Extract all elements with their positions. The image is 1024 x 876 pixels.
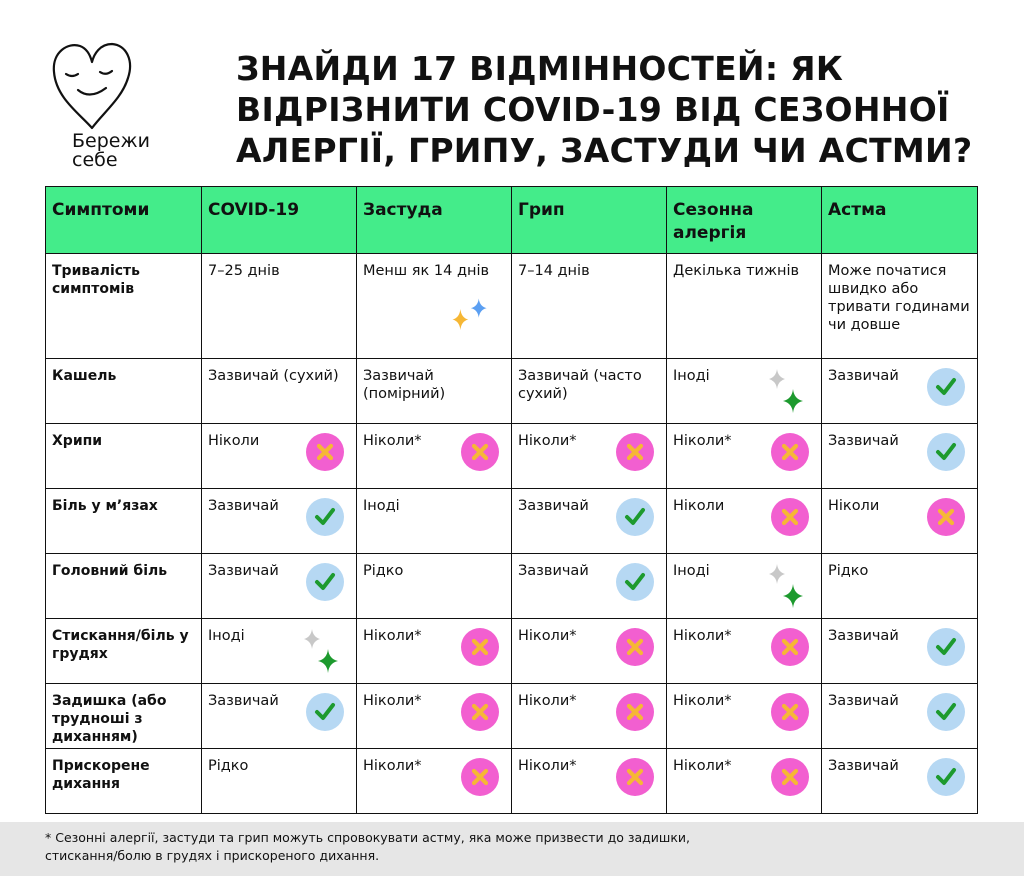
table-cell	[202, 554, 357, 619]
page-title: ЗНАЙДИ 17 ВІДМІННОСТЕЙ: ЯК ВІДРІЗНИТИ COVID-19 ВІД СЕЗОННОЇ АЛЕРГІЇ, ГРИПУ, ЗАСТУДИ ЧИ АСТМИ?	[236, 49, 973, 170]
never-badge	[771, 693, 809, 731]
usually-badge	[927, 628, 965, 666]
table-cell	[822, 489, 978, 554]
table-cell	[822, 684, 978, 749]
cell-text: Ніколи*	[363, 433, 422, 449]
symptom-label: Головний біль	[52, 563, 168, 579]
symptom-label: Стискання/біль у грудях	[52, 628, 189, 662]
table-cell	[357, 554, 512, 619]
table-cell	[512, 684, 667, 749]
header-label: Симптоми	[52, 200, 150, 220]
cross-icon	[780, 702, 800, 722]
table-cell	[202, 424, 357, 489]
symptoms-table	[45, 186, 978, 814]
table-row	[46, 254, 978, 359]
usually-badge	[306, 693, 344, 731]
header-label: Застуда	[363, 200, 443, 220]
cell-text: Рідко	[208, 758, 249, 774]
cross-icon	[625, 637, 645, 657]
table-cell	[667, 489, 822, 554]
cell-text: Ніколи*	[518, 433, 577, 449]
cross-icon	[936, 507, 956, 527]
never-badge	[616, 628, 654, 666]
cell-text: 7–25 днів	[208, 263, 280, 279]
cross-icon	[470, 767, 490, 787]
cell-text: Зазвичай	[208, 693, 279, 709]
cell-text: Може початися швидко або тривати годинами чи довше	[828, 263, 970, 333]
cell-text: Ніколи*	[518, 758, 577, 774]
never-badge	[771, 433, 809, 471]
check-icon	[935, 767, 957, 787]
cell-text: Іноді	[673, 368, 710, 384]
check-icon	[314, 702, 336, 722]
cell-text: Рідко	[363, 563, 404, 579]
cell-text: Іноді	[673, 563, 710, 579]
table-cell	[512, 254, 667, 359]
usually-badge	[927, 693, 965, 731]
table-cell	[667, 359, 822, 424]
cell-text: Декілька тижнів	[673, 263, 800, 279]
never-badge	[771, 498, 809, 536]
cell-text: Зазвичай	[828, 368, 899, 384]
table-row	[46, 749, 978, 814]
never-badge	[461, 693, 499, 731]
symptom-cell	[46, 749, 202, 814]
cell-text: Зазвичай	[828, 693, 899, 709]
cell-text: 7–14 днів	[518, 263, 590, 279]
never-badge	[306, 433, 344, 471]
symptom-label: Кашель	[52, 368, 117, 384]
table-cell	[512, 554, 667, 619]
table-cell	[667, 619, 822, 684]
header-cell	[46, 187, 202, 254]
cross-icon	[625, 702, 645, 722]
cell-text: Зазвичай	[208, 563, 279, 579]
table-row	[46, 554, 978, 619]
cell-text: Зазвичай (помірний)	[363, 368, 446, 402]
table-cell	[822, 424, 978, 489]
header-cell	[822, 187, 978, 254]
smiling-heart-icon	[50, 40, 134, 132]
cross-icon	[315, 442, 335, 462]
table-cell	[202, 359, 357, 424]
header-label: Сезонна алергія	[673, 200, 754, 243]
cross-icon	[470, 702, 490, 722]
check-icon	[624, 507, 646, 527]
cell-text: Ніколи	[208, 433, 260, 449]
cell-text: Ніколи*	[363, 758, 422, 774]
table-cell	[512, 749, 667, 814]
logo-text	[72, 132, 150, 170]
check-icon	[935, 377, 957, 397]
usually-badge	[306, 498, 344, 536]
table-row	[46, 359, 978, 424]
table-cell	[822, 359, 978, 424]
table-row	[46, 684, 978, 749]
table-header-row	[46, 187, 978, 254]
cell-text: Зазвичай	[828, 628, 899, 644]
never-badge	[771, 628, 809, 666]
symptom-cell	[46, 489, 202, 554]
table-cell	[512, 359, 667, 424]
check-icon	[935, 442, 957, 462]
cell-text: Ніколи	[673, 498, 725, 514]
check-icon	[624, 572, 646, 592]
symptom-cell	[46, 424, 202, 489]
never-badge	[616, 758, 654, 796]
cell-text: Ніколи	[828, 498, 880, 514]
cell-text: Менш як 14 днів	[363, 263, 490, 279]
cell-text: Зазвичай	[518, 563, 589, 579]
cell-text: Зазвичай	[828, 758, 899, 774]
table-cell	[357, 489, 512, 554]
cell-text: Ніколи*	[518, 628, 577, 644]
cross-icon	[780, 507, 800, 527]
logo	[44, 40, 174, 176]
logo-line2: себе	[72, 149, 118, 171]
cross-icon	[625, 442, 645, 462]
symptom-cell	[46, 619, 202, 684]
sometimes-icon	[300, 627, 342, 675]
table-cell	[667, 554, 822, 619]
table-cell	[202, 749, 357, 814]
symptom-label: Тривалість симптомів	[52, 263, 141, 297]
symptom-label: Прискорене дихання	[52, 758, 150, 792]
cell-text: Ніколи*	[518, 693, 577, 709]
table-cell	[357, 424, 512, 489]
table-row	[46, 489, 978, 554]
check-icon	[935, 637, 957, 657]
cell-text: Рідко	[828, 563, 869, 579]
cell-text: Ніколи*	[673, 693, 732, 709]
cell-text: Зазвичай	[518, 498, 589, 514]
table-cell	[357, 359, 512, 424]
cross-icon	[780, 442, 800, 462]
symptom-cell	[46, 684, 202, 749]
header-label: Грип	[518, 200, 565, 220]
table-cell	[512, 619, 667, 684]
cell-text: Ніколи*	[673, 758, 732, 774]
usually-badge	[927, 758, 965, 796]
table-cell	[667, 749, 822, 814]
sometimes-icon	[449, 292, 491, 340]
symptom-label: Хрипи	[52, 433, 103, 449]
sometimes-icon	[765, 367, 807, 415]
table-cell	[667, 684, 822, 749]
never-badge	[927, 498, 965, 536]
table-cell	[357, 684, 512, 749]
cell-text: Ніколи*	[363, 628, 422, 644]
header-label: Астма	[828, 200, 887, 220]
cell-text: Іноді	[208, 628, 245, 644]
header-cell	[512, 187, 667, 254]
table-cell	[822, 749, 978, 814]
table-cell	[822, 619, 978, 684]
usually-badge	[616, 498, 654, 536]
table-cell	[822, 254, 978, 359]
check-icon	[314, 507, 336, 527]
symptom-cell	[46, 254, 202, 359]
table-row	[46, 619, 978, 684]
logo-line1: Бережи	[72, 130, 150, 152]
cell-text: Зазвичай	[828, 433, 899, 449]
table-cell	[357, 749, 512, 814]
cross-icon	[780, 637, 800, 657]
never-badge	[461, 628, 499, 666]
table-cell	[202, 489, 357, 554]
never-badge	[616, 693, 654, 731]
never-badge	[461, 433, 499, 471]
table-cell	[202, 254, 357, 359]
cell-text: Ніколи*	[673, 628, 732, 644]
table-row	[46, 424, 978, 489]
usually-badge	[616, 563, 654, 601]
cell-text: Іноді	[363, 498, 400, 514]
never-badge	[461, 758, 499, 796]
symptom-cell	[46, 554, 202, 619]
cell-text: Ніколи*	[363, 693, 422, 709]
table-cell	[357, 254, 512, 359]
sometimes-icon	[765, 562, 807, 610]
table-cell	[667, 254, 822, 359]
cross-icon	[470, 442, 490, 462]
check-icon	[935, 702, 957, 722]
table-cell	[512, 489, 667, 554]
table-cell	[357, 619, 512, 684]
symptom-label: Біль у м’язах	[52, 498, 158, 514]
usually-badge	[927, 368, 965, 406]
symptom-cell	[46, 359, 202, 424]
header-cell	[202, 187, 357, 254]
never-badge	[771, 758, 809, 796]
symptom-label: Задишка (або трудноші з диханням)	[52, 693, 167, 745]
cell-text: Зазвичай (сухий)	[208, 368, 339, 384]
check-icon	[314, 572, 336, 592]
table-cell	[667, 424, 822, 489]
cell-text: Зазвичай (часто сухий)	[518, 368, 642, 402]
footnote: * Сезонні алергії, застуди та грип можуть спровокувати астму, яка може призвести до задишки, стискання/болю в грудях і прискореного дихання.	[45, 830, 691, 863]
footer	[0, 822, 1024, 876]
header-cell	[357, 187, 512, 254]
table-cell	[202, 684, 357, 749]
usually-badge	[306, 563, 344, 601]
never-badge	[616, 433, 654, 471]
table-cell	[202, 619, 357, 684]
usually-badge	[927, 433, 965, 471]
header-label: COVID-19	[208, 200, 300, 220]
cell-text: Зазвичай	[208, 498, 279, 514]
cross-icon	[625, 767, 645, 787]
cell-text: Ніколи*	[673, 433, 732, 449]
table-cell	[512, 424, 667, 489]
table-cell	[822, 554, 978, 619]
header-cell	[667, 187, 822, 254]
cross-icon	[470, 637, 490, 657]
cross-icon	[780, 767, 800, 787]
